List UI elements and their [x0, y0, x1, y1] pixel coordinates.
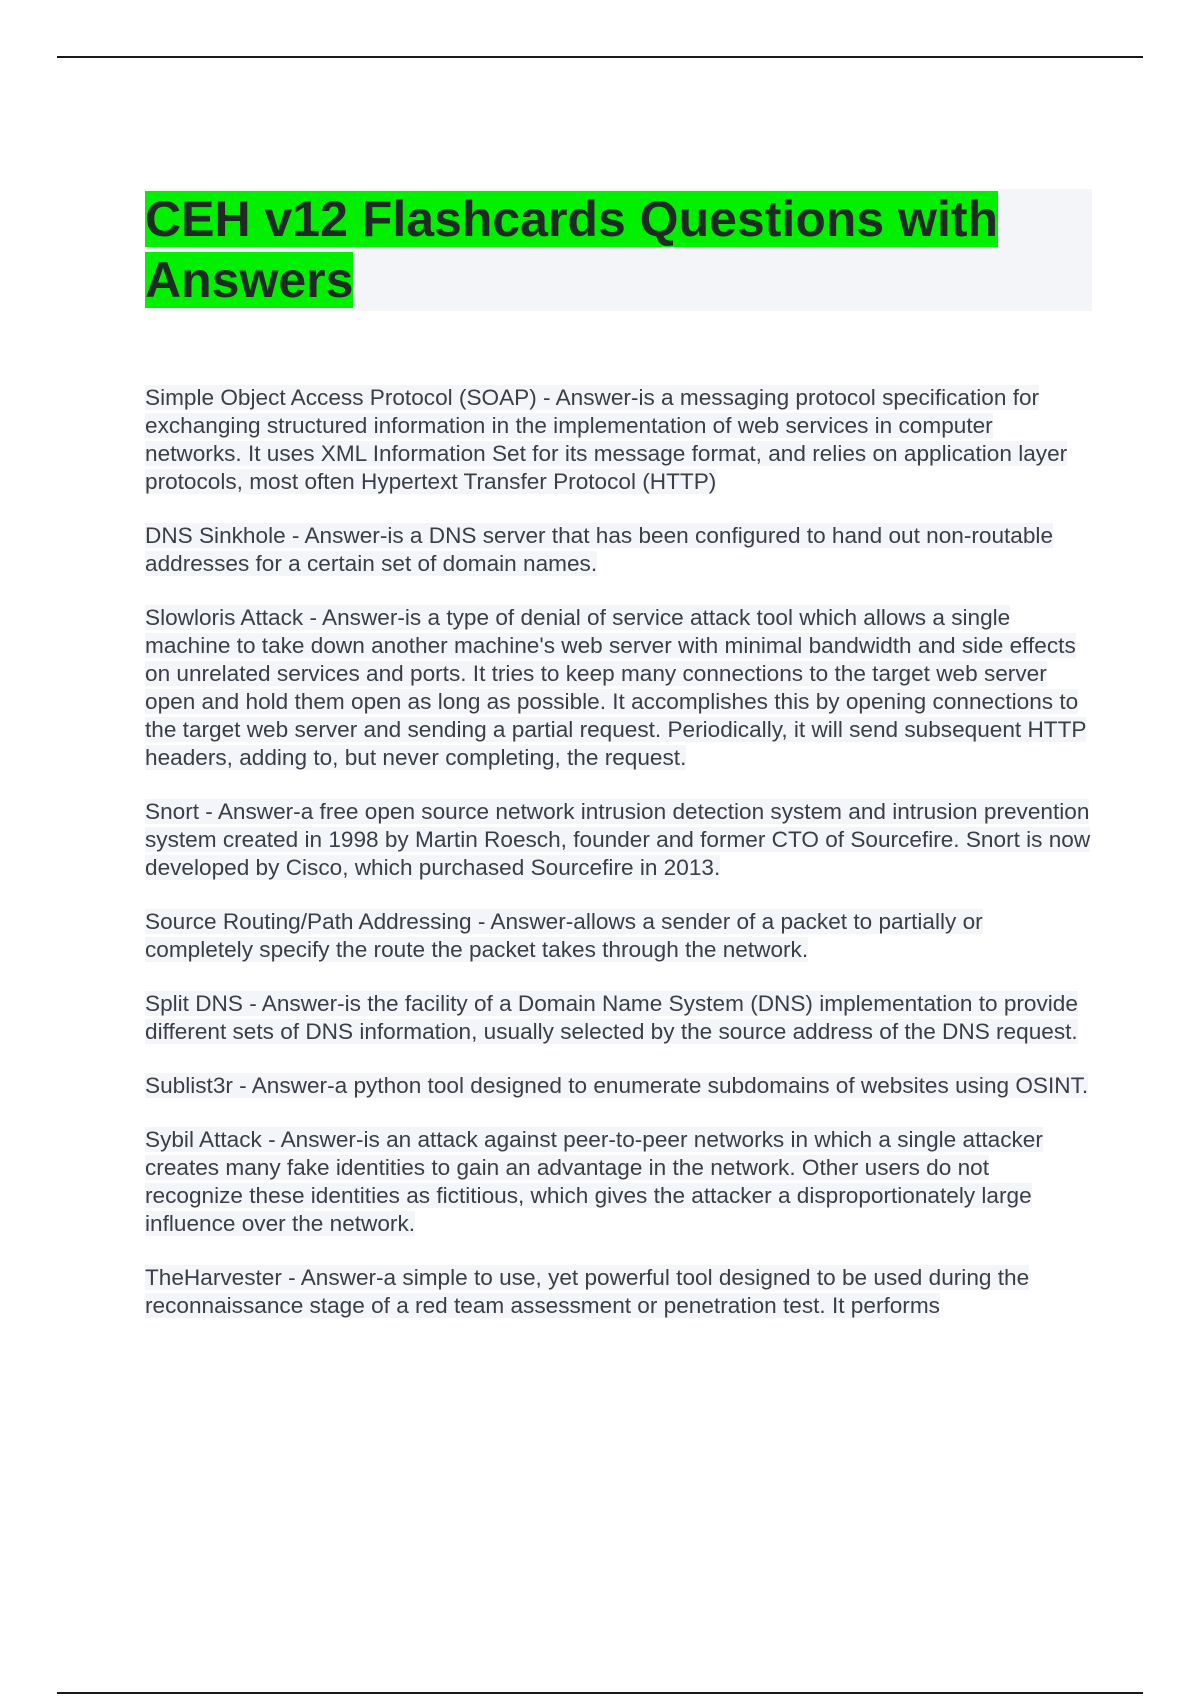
flashcard-text: Sybil Attack - Answer-is an attack against peer-to-peer networks in which a single attacker creates many fake identities to gain an advantage in the network. Other users do not recognize these identities as fictitious, which gives the attacker a disproportionately large influence over the network. [145, 1127, 1043, 1236]
flashcard-entry [145, 798, 1092, 882]
flashcard-entry [145, 1264, 1092, 1320]
flashcard-text: TheHarvester - Answer-a simple to use, yet powerful tool designed to be used during the reconnaissance stage of a red team assessment or penetration test. It performs [145, 1265, 1030, 1318]
flashcard-text: Slowloris Attack - Answer-is a type of denial of service attack tool which allows a single machine to take down another machine's web server with minimal bandwidth and side effects on unrelated services and ports. It tries to keep many connections to the target web server open and hold them open as long as possible. It accomplishes this by opening connections to the target web server and sending a partial request. Periodically, it will send subsequent HTTP headers, adding to, but never completing, the request. [145, 605, 1087, 770]
flashcard-text: Split DNS - Answer-is the facility of a Domain Name System (DNS) implementation to provide different sets of DNS information, usually selected by the source address of the DNS request. [145, 991, 1078, 1044]
flashcard-text: DNS Sinkhole - Answer-is a DNS server that has been configured to hand out non-routable addresses for a certain set of domain names. [145, 523, 1054, 576]
title-block [145, 189, 1092, 311]
flashcard-entry [145, 522, 1092, 578]
flashcard-list [145, 384, 1092, 1346]
header-rule [57, 56, 1143, 58]
flashcard-entry [145, 1126, 1092, 1238]
footer-rule [57, 1692, 1143, 1694]
flashcard-text: Source Routing/Path Addressing - Answer-allows a sender of a packet to partially or completely specify the route the packet takes through the network. [145, 909, 983, 962]
flashcard-entry [145, 384, 1092, 496]
flashcard-entry [145, 1072, 1092, 1100]
flashcard-entry [145, 604, 1092, 772]
flashcard-entry [145, 990, 1092, 1046]
title-highlight: CEH v12 Flashcards Questions with Answers [145, 191, 999, 308]
flashcard-text: Simple Object Access Protocol (SOAP) - Answer-is a messaging protocol specification for exchanging structured information in the implementation of web services in computer networks. It uses XML Information Set for its message format, and relies on application layer protocols, most often Hypertext Transfer Protocol (HTTP) [145, 385, 1068, 494]
flashcard-text: Snort - Answer-a free open source network intrusion detection system and intrusion prevention system created in 1998 by Martin Roesch, founder and former CTO of Sourcefire. Snort is now developed by Cisco, which purchased Sourcefire in 2013. [145, 799, 1091, 880]
flashcard-text: Sublist3r - Answer-a python tool designed to enumerate subdomains of websites using OSINT. [145, 1073, 1089, 1098]
page-title [145, 189, 1092, 311]
flashcard-entry [145, 908, 1092, 964]
